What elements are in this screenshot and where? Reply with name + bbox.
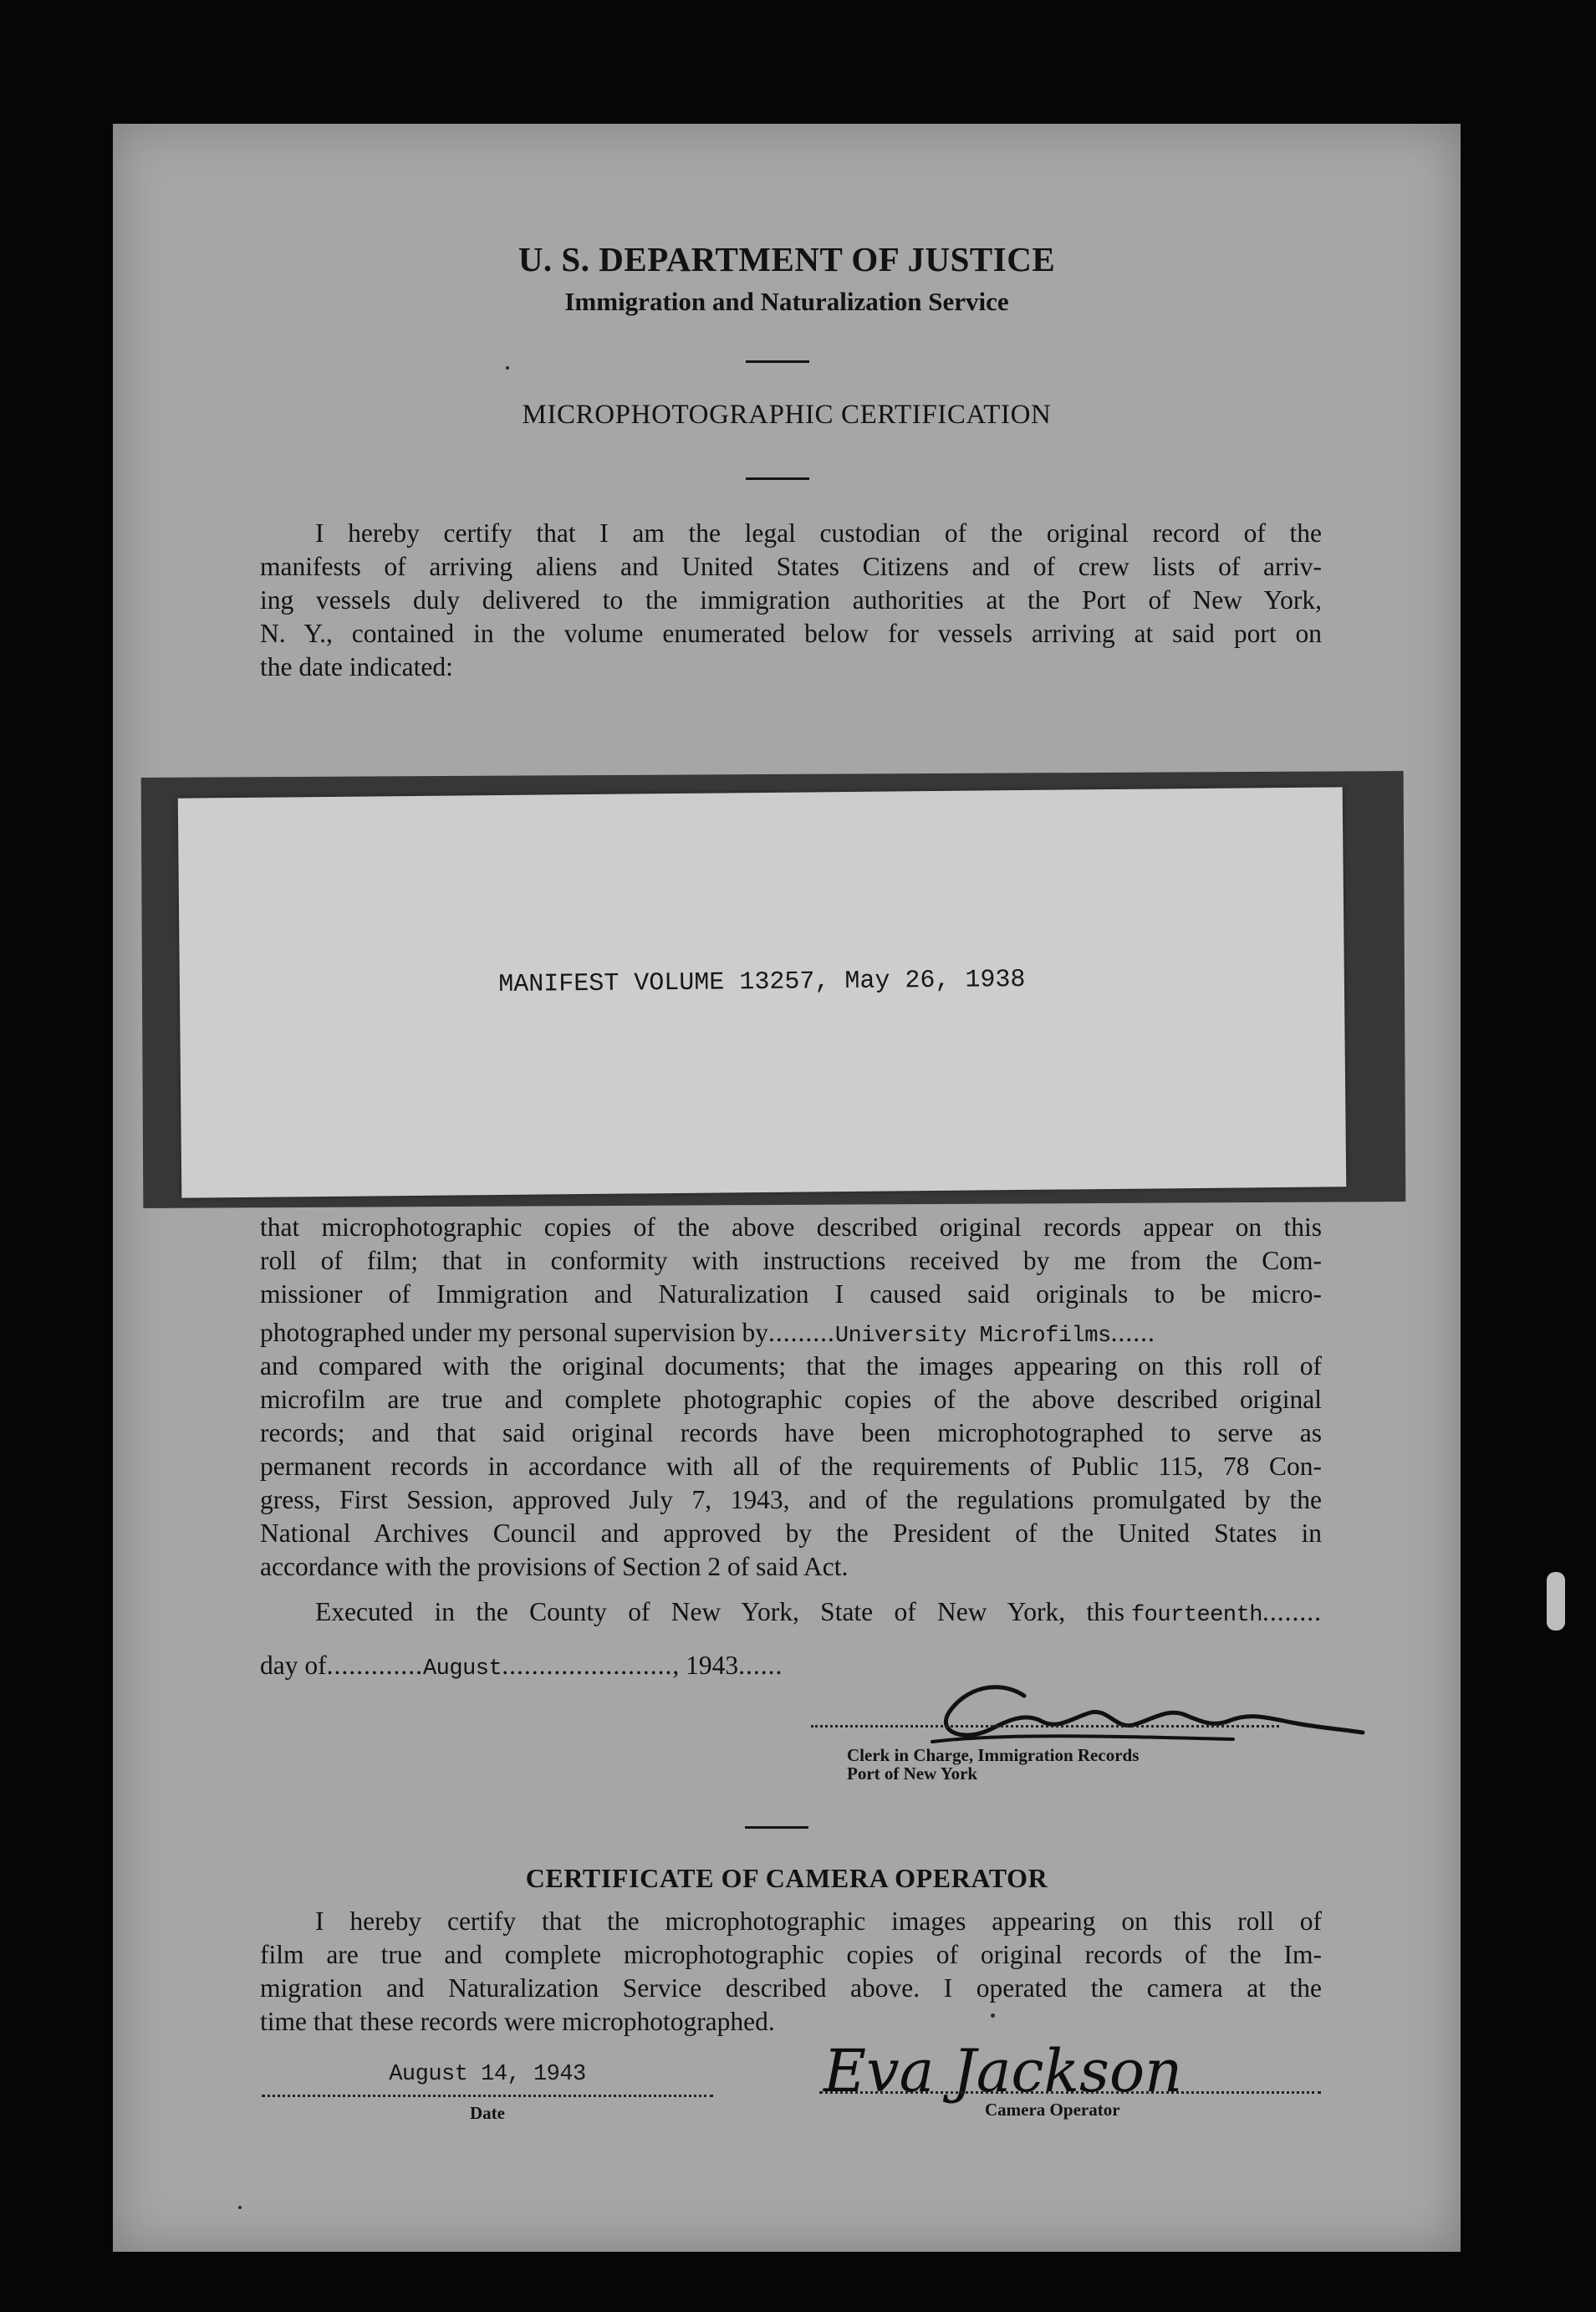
fill-dots: ......	[1110, 1318, 1155, 1347]
date-label: Date	[470, 2103, 505, 2123]
text-fragment: photographed under my personal supervision by	[260, 1318, 769, 1347]
text-line: that microphotographic copies of the above described original records appear on this	[260, 1212, 1322, 1242]
month-value: August	[422, 1656, 502, 1682]
clerk-title-line: Clerk in Charge, Immigration Records	[847, 1745, 1140, 1765]
text-line: gress, First Session, approved July 7, 1943, and of the regulations promulgated by the	[260, 1485, 1322, 1514]
fill-dots: .......................	[502, 1651, 673, 1680]
text-line: time that these records were microphotographed.	[260, 2007, 775, 2036]
text-line: migration and Naturalization Service described above. I operated the camera at the	[260, 1973, 1322, 2003]
film-speck	[238, 2206, 242, 2209]
divider-rule	[745, 1826, 808, 1829]
divider-rule	[746, 360, 809, 363]
clerk-title-line: Port of New York	[847, 1763, 978, 1784]
certification-title: MICROPHOTOGRAPHIC CERTIFICATION	[522, 400, 1052, 430]
text-line: missioner of Immigration and Naturalization I caused said originals to be micro-	[260, 1279, 1322, 1309]
text-line: I hereby certify that I am the legal custodian of the original record of the	[315, 518, 1322, 548]
text-line: the date indicated:	[260, 652, 453, 681]
text-line: ing vessels duly delivered to the immigration authorities at the Port of New York,	[260, 585, 1322, 615]
text-line: microfilm are true and complete photographic copies of the above described original	[260, 1385, 1322, 1414]
day-value: fourteenth	[1130, 1603, 1262, 1628]
text-line: film are true and complete microphotographic copies of original records of the Im-	[260, 1940, 1322, 1969]
text-line: roll of film; that in conformity with instructions received by me from the Com-	[260, 1246, 1322, 1275]
text-line: records; and that said original records have been microphotographed to serve as	[260, 1418, 1322, 1447]
fill-dots: .........	[768, 1318, 835, 1347]
text-line: accordance with the provisions of Section 2 of said Act.	[260, 1552, 849, 1581]
divider-rule	[746, 477, 809, 480]
photographer-name: University Microfilms	[834, 1324, 1111, 1349]
fill-dots: .............	[326, 1651, 423, 1680]
fill-dots: ........	[1262, 1597, 1322, 1626]
manifest-volume-label: MANIFEST VOLUME 13257, May 26, 1938	[498, 965, 1026, 1000]
text-line: manifests of arriving aliens and United States Citizens and of crew lists of arriv-	[260, 552, 1322, 581]
department-title: U. S. DEPARTMENT OF JUSTICE	[518, 240, 1056, 278]
text-line: permanent records in accordance with all of the requirements of Public 115, 78 Con-	[260, 1452, 1322, 1481]
manifest-slip	[178, 787, 1347, 1197]
clerk-signature	[899, 1662, 1367, 1754]
certification-body	[260, 1211, 1322, 1584]
camera-paragraph	[260, 1905, 1322, 2039]
text-line: I hereby certify that the microphotographic images appearing on this roll of	[315, 1906, 1322, 1936]
text-fragment: Executed in the County of New York, State of New York, this	[315, 1597, 1124, 1626]
clerk-title	[847, 1746, 1139, 1783]
text-fragment: day of	[260, 1651, 327, 1680]
fill-dots: ......	[738, 1651, 783, 1680]
photographer-line	[260, 1316, 1322, 1350]
certificate-paper	[113, 124, 1461, 2252]
date-line	[262, 2095, 713, 2097]
operator-signature-line	[819, 2091, 1321, 2094]
text-line: and compared with the original documents; that the images appearing on this roll of	[260, 1351, 1322, 1381]
signature-line	[811, 1725, 1279, 1728]
operator-label: Camera Operator	[985, 2100, 1120, 2120]
camera-certificate-title: CERTIFICATE OF CAMERA OPERATOR	[525, 1863, 1048, 1893]
intro-paragraph	[260, 517, 1322, 684]
camera-date-value: August 14, 1943	[389, 2062, 586, 2087]
service-subtitle: Immigration and Naturalization Service	[564, 287, 1009, 316]
film-speck	[506, 366, 509, 370]
film-speck	[991, 2013, 995, 2018]
operator-signature-text: Eva Jackson	[823, 2037, 1183, 2105]
text-line: N. Y., contained in the volume enumerated below for vessels arriving at said port on	[260, 619, 1322, 648]
text-line: National Archives Council and approved by the President of the United States in	[260, 1518, 1322, 1548]
execution-line	[260, 1595, 1322, 1629]
year-value: , 1943	[672, 1651, 739, 1680]
film-speck	[1547, 1572, 1565, 1631]
